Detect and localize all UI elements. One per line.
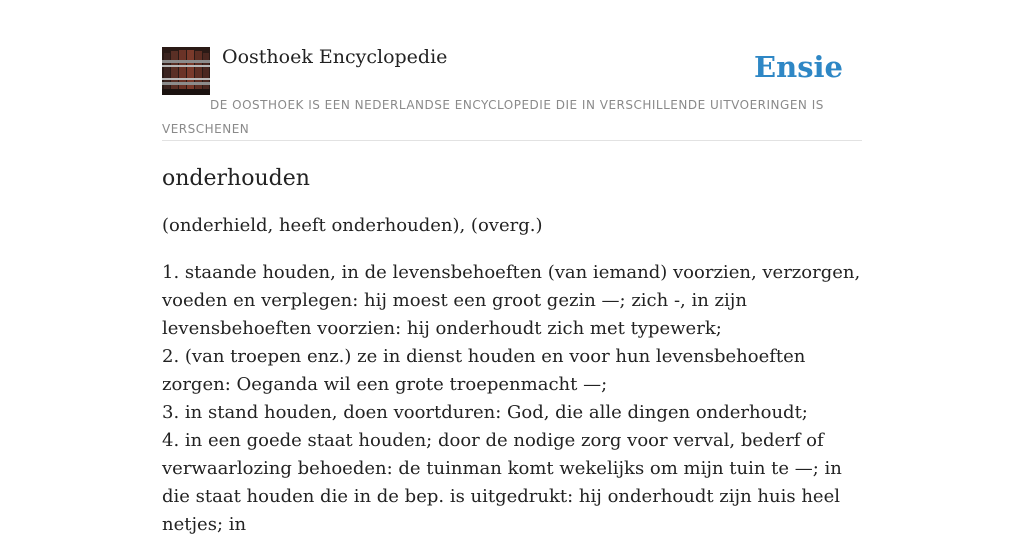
ensie-logo-link[interactable]: Ensie — [754, 50, 843, 84]
definition-item: 2. (van troepen enz.) ze in dienst houden en voor hun levensbehoeften zorgen: Oeganda wil een grote troepenmacht —; — [162, 346, 806, 395]
source-header — [162, 45, 862, 141]
entry-grammar: (onderhield, heeft onderhouden), (overg.) — [162, 215, 543, 236]
definition-item: 1. staande houden, in de levensbehoeften (van iemand) voorzien, verzorgen, voeden en verplegen: hij moest een groot gezin —; zich -, in zijn levensbehoeften voorzien: hij onderhoudt zich met typewerk; — [162, 262, 861, 339]
definition-list — [162, 259, 872, 539]
definition-item: 3. in stand houden, doen voortduren: God, die alle dingen onderhoudt; — [162, 402, 808, 423]
source-avatar[interactable] — [162, 47, 210, 95]
entry-content — [162, 160, 872, 539]
encyclopedia-books-icon — [162, 47, 210, 95]
definition-item: 4. in een goede staat houden; door de nodige zorg voor verval, bederf of verwaarlozing behoeden: de tuinman komt wekelijks om mijn tuin te —; in die staat houden die in de bep. is uitgedrukt: hij onderhoudt zijn huis heel netjes; in — [162, 430, 842, 535]
source-name[interactable]: Oosthoek Encyclopedie — [222, 46, 448, 68]
entry-title: onderhouden — [162, 166, 310, 191]
source-description: DE OOSTHOEK IS EEN NEDERLANDSE ENCYCLOPEDIE DIE IN VERSCHILLENDE UITVOERINGEN IS VERSCHENEN — [162, 98, 824, 136]
